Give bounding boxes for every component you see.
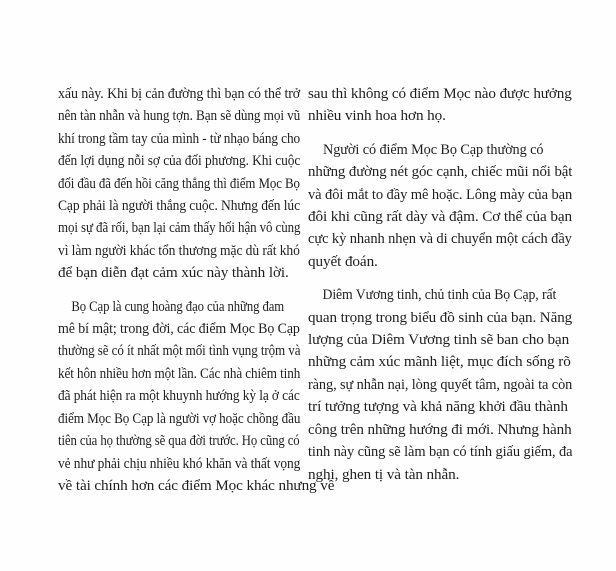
text-line: trí tưởng tượng và khả năng khởi đầu thành: [308, 398, 568, 416]
text-line: Bọ Cạp là cung hoàng đạo của những đam: [71, 297, 285, 315]
text-line: và đôi mắt to đầy mê hoặc. Lông mày của bạn: [308, 185, 573, 203]
right-column: [308, 83, 572, 486]
text-line: tiên của họ thường sẽ qua đời trước. Họ cũng có: [58, 432, 300, 450]
text-line: những đường nét góc cạnh, chiếc mũi nổi bật: [308, 163, 573, 181]
text-line: xấu này. Khi bị cản đường thì bạn có thể trở: [58, 85, 301, 102]
text-line: mọi sự đã rối, bạn lại cảm thấy hối hận vô cùng: [58, 219, 301, 237]
text-line: nghi, ghen tị và tàn nhẫn.: [308, 465, 460, 483]
right-paragraph-2: [308, 139, 572, 273]
right-paragraph-3: [308, 284, 572, 486]
text-line: mê bí mật; trong đời, các điểm Mọc Bọ Cạp: [58, 320, 300, 338]
text-line: quan trọng trong biểu đồ sinh của bạn. Năng: [308, 308, 573, 326]
left-paragraph-2: [58, 296, 335, 498]
text-line: để bạn diễn đạt cảm xúc này thành lời.: [58, 264, 289, 282]
text-line: khí trong tầm tay của mình - từ nhạo báng cho: [58, 129, 301, 147]
text-line: sau thì không có điểm Mọc nào được hưởng: [308, 85, 572, 102]
text-line: những cảm xúc mãnh liệt, mục đích sống rõ: [308, 353, 571, 371]
text-line: lượng của Diêm Vương tinh sẽ ban cho bạn: [308, 331, 570, 349]
text-line: nhiều vinh hoa hơn họ.: [308, 107, 446, 125]
text-line: ràng, sự nhẫn nại, lòng quyết tâm, ngoài ta còn: [308, 375, 573, 393]
text-line: công trên những hướng đi mới. Nhưng hành: [308, 420, 572, 438]
text-line: đối đầu đã đến hồi căng thẳng thì điểm Mọc Bọ: [58, 174, 300, 192]
text-line: vẻ như phải chịu nhiều khó khăn và thất vọng: [58, 454, 301, 472]
text-line: Người có điểm Mọc Bọ Cạp thường có: [323, 140, 544, 158]
text-line: Cạp phải là người thắng cuộc. Nhưng đến lúc: [58, 197, 300, 215]
left-column: [58, 83, 335, 497]
text-line: đã phát hiện ra một khuynh hướng kỳ lạ ở các: [58, 387, 300, 405]
text-line: điểm Mọc Bọ Cạp là người vợ hoặc chồng đầu: [58, 409, 301, 427]
right-paragraph-1: [308, 83, 572, 128]
text-line: về tài chính hơn các điểm Mọc khác nhưng về: [58, 476, 335, 494]
text-line: thường sẽ có ít nhất một mối tình vụng trộm và: [58, 342, 301, 360]
text-line: tinh này cũng sẽ làm bạn có tính giấu giếm, đa: [308, 443, 573, 461]
text-line: Diêm Vương tinh, chủ tinh của Bọ Cạp, rất: [322, 286, 557, 304]
text-line: đôi khi cũng rất dày và đậm. Cơ thể của bạn: [308, 208, 572, 226]
text-line: cực kỳ nhanh nhẹn và di chuyển một cách đầy: [308, 230, 572, 248]
text-line: kết hôn nhiều hơn một lần. Các nhà chiêm tinh: [58, 364, 301, 382]
text-line: nên tàn nhẫn và hung tợn. Bạn sẽ dùng mọi vũ: [58, 107, 301, 125]
text-line: quyết đoán.: [308, 252, 378, 270]
left-paragraph-1: [58, 83, 300, 285]
text-line: vì làm người khác tổn thương mặc dù rất khó: [58, 241, 300, 259]
text-line: đến lợi dụng nỗi sợ của đối phương. Khi cuộc: [58, 152, 301, 170]
